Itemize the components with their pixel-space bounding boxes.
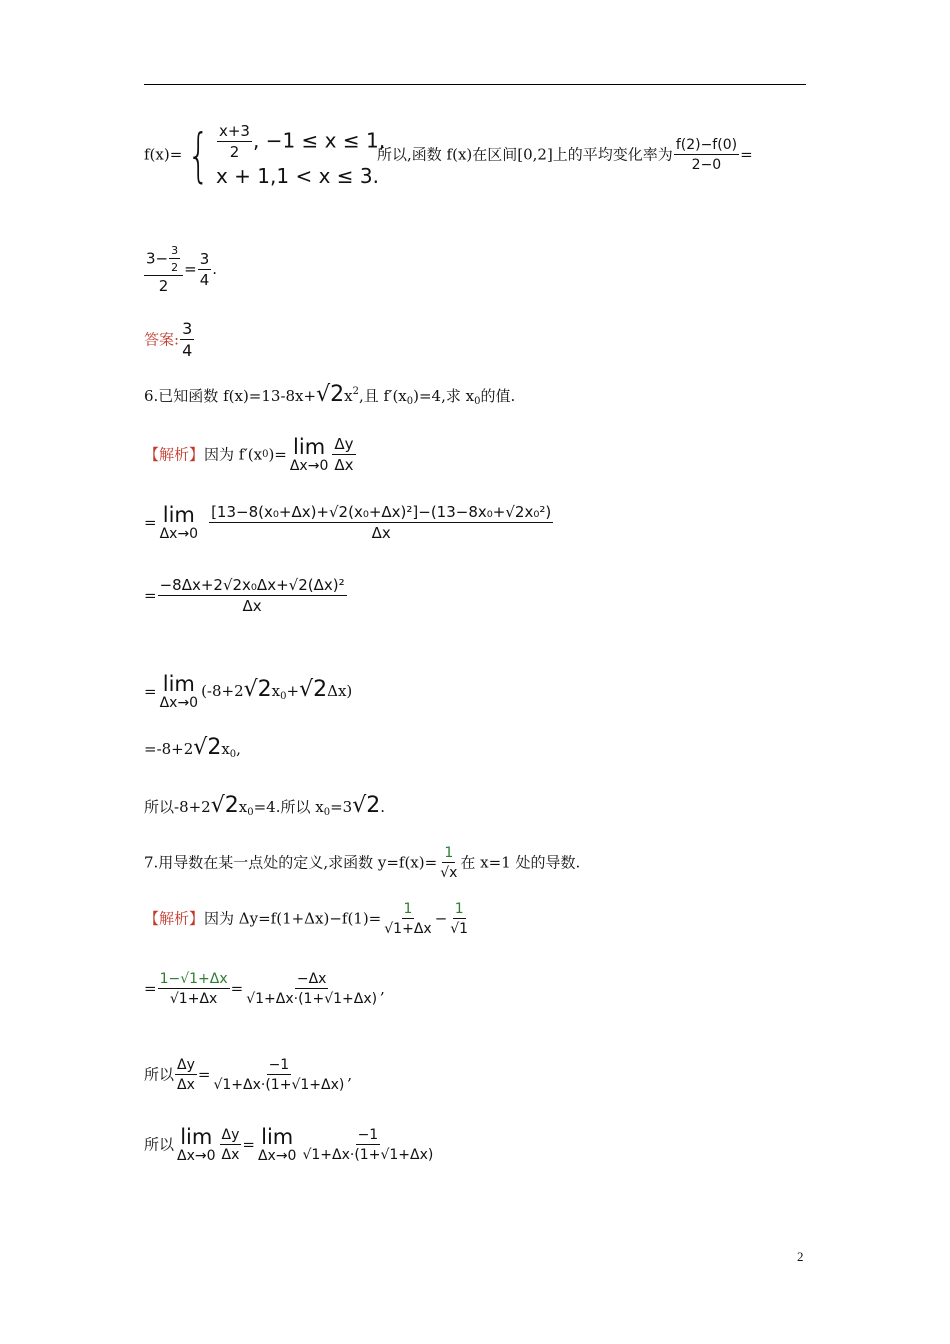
question-6: 6.已知函数 $f(x)=13-8x+√2x^2$,且 $f'(x_0)=4$,求 $x_0$的值. [144,382,516,407]
answer-line [144,321,195,359]
case1-condition: , −1 ≤ x ≤ 1, [252,128,386,153]
s6-line5: $=-8+2√2x_0$, [144,735,241,760]
answer-label: 答案: [144,330,180,349]
rate-fraction: $\frac{f(2)-f(0)}{2-0}$ [675,137,738,173]
complex-fraction: 3− $\frac{3}{2}$ 2 [144,245,183,294]
limit: lim Δx→0 [289,435,329,474]
s7-line2: = $\frac{1-√1+\Delta x}{√1+\Delta x}$ = $\frac{-\Delta x}{√1+\Delta x\cdot(1+√1+\Delta x)}$ , [144,971,385,1007]
s6-line3: = $\frac{\text{−8Δx+2√2x₀Δx+√2(Δx)²}}{\Delta x}$ [144,576,345,615]
expansion-fraction: $\frac{\text{[13−8(x₀+Δx)+√2(x₀+Δx)²]−(13−8x₀+√2x₀²)}}{\Delta x}$ [211,503,552,542]
s7-line3: 所以 $\frac{\Delta y}{\Delta x}$ = $\frac{-1}{√1+\Delta x\cdot(1+√1+\Delta x)}$ , [144,1057,353,1093]
brace-icon: { [187,121,210,189]
fx-label: f(x)= [144,145,183,164]
q7-fraction: $\frac{1}{√x}$ [440,845,458,881]
case2: x + 1,1 < x ≤ 3. [215,164,379,188]
s7-line4: 所以 lim Δx→0 $\frac{\Delta y}{\Delta x}$ = lim Δx→0 $\frac{-1}{√1+\Delta x\cdot(1+√1+\Delta x)}$ [144,1125,434,1164]
s7-line1: 【解析】因为 Δy=f(1+Δx)−f(1)= $\frac{1}{√1+\Delta x}$ − $\frac{1}{√1}$ [144,901,469,937]
question-7: 7.用导数在某一点处的定义,求函数 y=f(x)= $\frac{1}{√x}$ 在 x=1 处的导数. [144,845,581,881]
s6-line4: = lim Δx→0 $(-8+2√2x_0+√2\Delta x)$ [144,672,353,711]
header-rule [144,84,806,85]
rate-result: 3− $\frac{3}{2}$ 2 = $\frac{3}{4}$ . [146,244,218,295]
piecewise-line [144,121,386,189]
s6-line2: = lim Δx→0 $\frac{\text{[13−8(x₀+Δx)+√2(x₀+Δx)²]−(13−8x₀+√2x₀²)}}{\Delta x}$ [144,503,552,542]
solution-tag: 【解析】 [144,445,205,464]
page-number: 2 [797,1249,804,1264]
sqrt2-icon: √2 [316,382,345,407]
rate-text: 所以,函数 f(x)在区间[0,2]上的平均变化率为 $\frac{f(2)-f(0)}{2-0}$ = [377,137,753,173]
dy-dx-fraction: $\frac{\Delta y}{\Delta x}$ [334,435,354,474]
s6-line6: 所以$-8+2√2x_0=4$.所以 $x_0=3√2$. [144,793,385,818]
result-fraction: $\frac{3}{4}$ [199,249,210,289]
answer-fraction: $\frac{3}{4}$ [182,319,193,360]
case1-fraction: $\frac{x+3}{2}$ [218,122,250,161]
s6-line1: 【解析】因为 f′(x0)= lim Δx→0 $\frac{\Delta y}{\Delta x}$ [144,435,354,474]
simplified-fraction: $\frac{\text{−8Δx+2√2x₀Δx+√2(Δx)²}}{\Delta x}$ [159,576,345,615]
